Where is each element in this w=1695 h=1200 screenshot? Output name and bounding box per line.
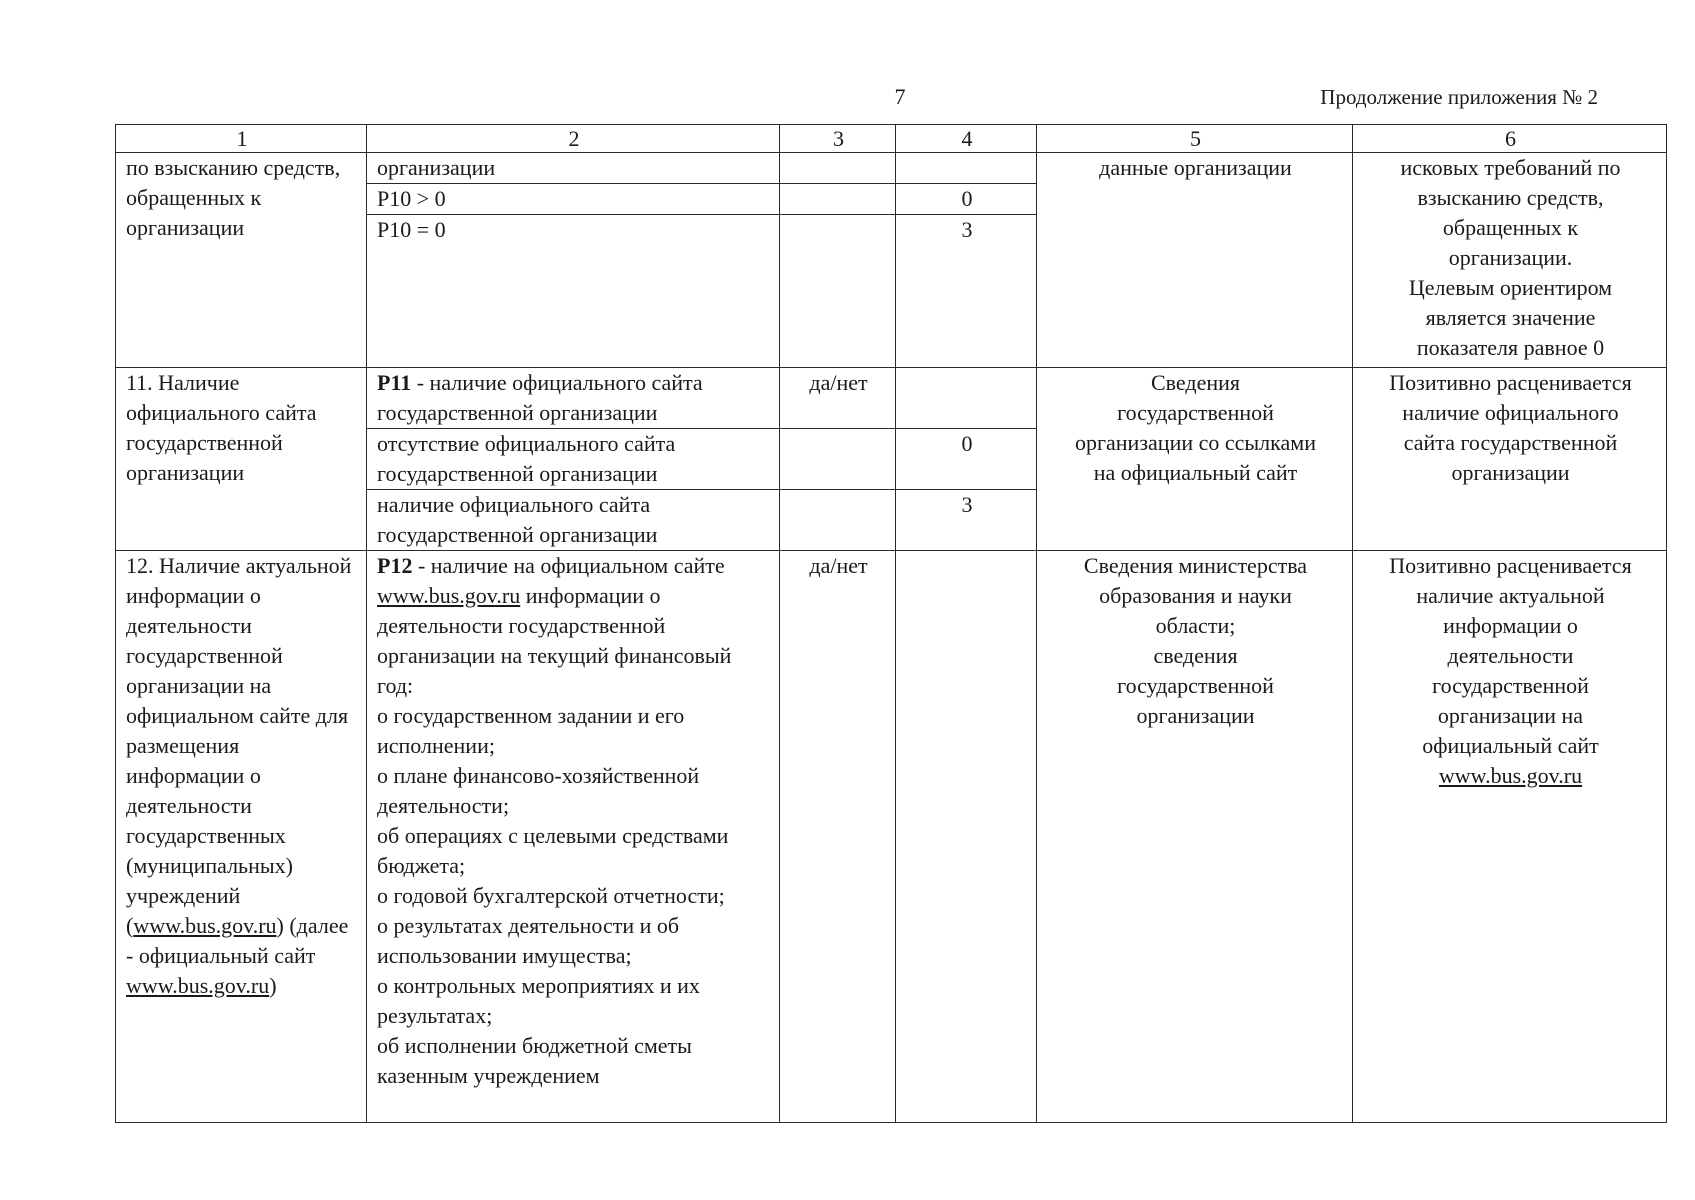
unit-cell <box>780 184 896 215</box>
note-line: Позитивно расценивается <box>1389 553 1632 578</box>
indicator-code: P11 <box>377 370 412 395</box>
indicator-cell: отсутствие официального сайта государственной организации <box>367 429 780 490</box>
header-cell: 4 <box>896 125 1037 153</box>
criterion-name-cell: по взысканию средств, обращенных к организации <box>116 153 367 368</box>
list-item: о контрольных мероприятиях и их результатах; <box>377 973 700 1028</box>
note-cell <box>1353 368 1667 551</box>
source-cell: данные организации <box>1037 153 1353 368</box>
table-row <box>116 551 1667 1123</box>
list-item: об операциях с целевыми средствами бюджета; <box>377 823 729 878</box>
unit-cell <box>780 153 896 184</box>
source-line: образования и науки <box>1099 583 1292 608</box>
criteria-table <box>115 124 1667 1123</box>
site-link[interactable]: www.bus.gov.ru <box>377 583 521 608</box>
list-item: о государственном задании и его исполнении; <box>377 703 685 758</box>
running-head: Продолжение приложения № 2 <box>1320 85 1598 109</box>
score-cell: 0 <box>896 184 1037 215</box>
note-line: деятельности <box>1447 643 1574 668</box>
source-line: на официальный сайт <box>1093 460 1298 485</box>
header-cell: 6 <box>1353 125 1667 153</box>
indicator-cell: организации <box>367 153 780 184</box>
source-cell <box>1037 551 1353 1123</box>
header-cell: 3 <box>780 125 896 153</box>
indicator-cell: P10 = 0 <box>367 215 780 368</box>
source-line: области; <box>1155 613 1236 638</box>
score-cell: 3 <box>896 215 1037 368</box>
criterion-text: ) <box>269 973 277 998</box>
score-cell: 0 <box>896 429 1037 490</box>
note-line: является значение <box>1425 305 1596 330</box>
source-line: Сведения министерства <box>1083 553 1308 578</box>
header-cell: 5 <box>1037 125 1353 153</box>
site-link[interactable]: www.bus.gov.ru <box>126 973 270 998</box>
indicator-description: - наличие официального сайта государственной организации <box>377 370 703 425</box>
score-cell <box>896 153 1037 184</box>
unit-cell <box>780 215 896 368</box>
score-cell: 3 <box>896 490 1037 551</box>
criterion-text: ) (далее - официальный сайт <box>126 913 349 968</box>
unit-cell <box>780 429 896 490</box>
note-line: наличие официального <box>1402 400 1619 425</box>
source-line: организации <box>1136 703 1255 728</box>
indicator-intro: P12 - наличие на официальном сайте www.bus.gov.ru информации о деятельности государственной организации на текущий финансовый год: <box>377 553 732 698</box>
header-row <box>116 125 1667 153</box>
score-cell <box>896 368 1037 429</box>
indicator-code: P12 <box>377 553 413 578</box>
note-line: официальный сайт <box>1422 733 1599 758</box>
note-line: Позитивно расценивается <box>1389 370 1632 395</box>
note-line: обращенных к <box>1442 215 1579 240</box>
source-line: сведения <box>1153 643 1238 668</box>
criterion-name-cell <box>116 551 367 1123</box>
unit-cell: да/нет <box>780 368 896 429</box>
source-line: организации со ссылками <box>1075 430 1316 455</box>
note-line: сайта государственной <box>1403 430 1618 455</box>
note-line: взысканию средств, <box>1417 185 1604 210</box>
score-cell <box>896 551 1037 1123</box>
source-line: государственной <box>1117 673 1274 698</box>
list-item: о результатах деятельности и об использовании имущества; <box>377 913 680 968</box>
list-item: о годовой бухгалтерской отчетности; <box>377 883 725 908</box>
note-line: организации. <box>1448 245 1573 270</box>
unit-cell: да/нет <box>780 551 896 1123</box>
note-line: организации на <box>1437 703 1584 728</box>
indicator-cell: наличие официального сайта государственной организации <box>367 490 780 551</box>
source-line: Сведения <box>1150 370 1241 395</box>
note-line: организации <box>1451 460 1570 485</box>
site-link[interactable]: www.bus.gov.ru <box>1438 763 1583 788</box>
indicator-cell <box>367 551 780 1123</box>
criterion-text: 12. Наличие актуальной информации о деятельности государственной организации на официальном сайте для размещения информации о деятельности государственных (муниципальных) учреждений ( <box>126 553 352 938</box>
note-line: наличие актуальной <box>1416 583 1605 608</box>
note-line: исковых требований по <box>1400 155 1621 180</box>
source-line: государственной <box>1117 400 1274 425</box>
source-cell <box>1037 368 1353 551</box>
note-cell <box>1353 551 1667 1123</box>
note-line: государственной <box>1432 673 1589 698</box>
list-item: о плане финансово-хозяйственной деятельности; <box>377 763 700 818</box>
unit-cell <box>780 490 896 551</box>
table-row <box>116 153 1667 184</box>
header-cell: 2 <box>367 125 780 153</box>
table-row <box>116 368 1667 429</box>
indicator-cell <box>367 368 780 429</box>
note-line: информации о <box>1443 613 1578 638</box>
site-link[interactable]: www.bus.gov.ru <box>133 913 277 938</box>
header-cell: 1 <box>116 125 367 153</box>
criterion-name-cell: 11. Наличие официального сайта государственной организации <box>116 368 367 551</box>
note-line: Целевым ориентиром <box>1408 275 1613 300</box>
note-cell <box>1353 153 1667 368</box>
indicator-cell: P10 > 0 <box>367 184 780 215</box>
list-item: об исполнении бюджетной сметы казенным учреждением <box>377 1033 692 1088</box>
note-line: показателя равное 0 <box>1416 335 1605 360</box>
page-number: 7 <box>894 84 906 109</box>
